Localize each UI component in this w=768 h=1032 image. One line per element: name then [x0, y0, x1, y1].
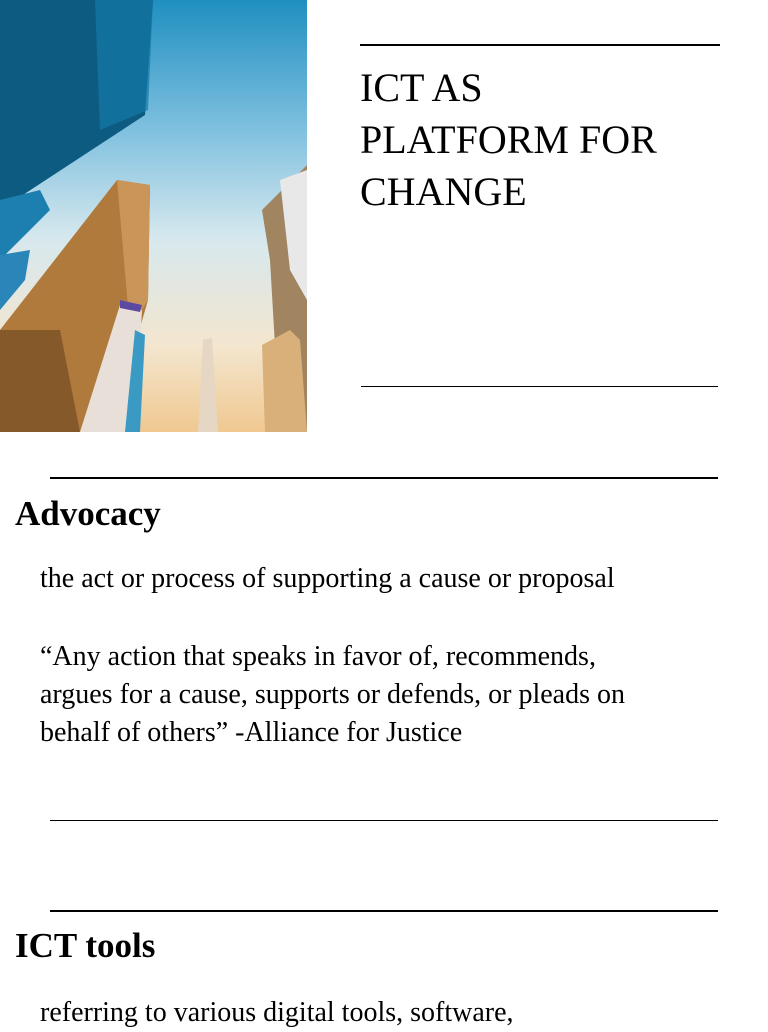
section-end-rule	[50, 820, 718, 821]
title-line: ICT AS	[360, 65, 483, 110]
advocacy-quote-line: “Any action that speaks in favor of, recommends,	[40, 641, 596, 672]
title-top-rule	[360, 44, 720, 46]
title-line: PLATFORM FOR	[360, 117, 657, 162]
section-heading-ict-tools: ICT tools	[15, 926, 156, 965]
page-title	[360, 62, 657, 218]
section-divider	[50, 910, 718, 912]
advocacy-quote-line: behalf of others” -Alliance for Justice	[40, 717, 463, 748]
skyscrapers-photo	[0, 0, 307, 432]
title-line: CHANGE	[360, 169, 527, 214]
ict-tools-definition: referring to various digital tools, software,	[40, 997, 514, 1028]
section-heading-advocacy: Advocacy	[15, 494, 161, 533]
advocacy-quote-line: argues for a cause, supports or defends, or pleads on	[40, 679, 625, 710]
section-divider	[50, 477, 718, 479]
advocacy-definition: the act or process of supporting a cause or proposal	[40, 563, 615, 594]
title-bottom-rule	[361, 386, 718, 387]
